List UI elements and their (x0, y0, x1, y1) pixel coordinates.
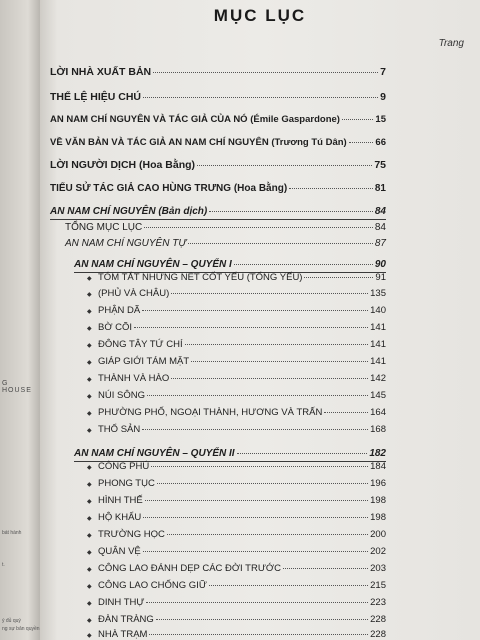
toc-entry-label: ◆ QUÂN VỆ (98, 546, 141, 557)
toc-entry-page: 145 (370, 390, 386, 401)
toc-entry-page: 66 (375, 137, 386, 148)
toc-entry-page: 228 (370, 629, 386, 640)
toc-entry-label: ◆ ĐÀN TRÀNG (98, 614, 154, 625)
toc-section-heading (74, 259, 386, 270)
dot-leader (142, 429, 368, 430)
facing-page-scrap: ý đủ quý (2, 618, 21, 624)
toc-entry (98, 424, 386, 435)
toc-entry (98, 272, 386, 283)
toc-entry-page: 84 (374, 206, 386, 217)
toc-entry-page: 164 (370, 407, 386, 418)
toc-entry (98, 563, 386, 574)
toc-entry (65, 222, 386, 233)
toc-entry-label: ◆ CÔNG LAO CHỐNG GIỮ (98, 580, 207, 591)
dot-leader (143, 97, 378, 98)
dot-leader (191, 361, 368, 362)
toc-entry-label: LỜI NHÀ XUẤT BẢN (50, 66, 152, 78)
facing-page-edge (0, 0, 40, 640)
toc-entry-label: ◆ NHÀ TRẠM (98, 629, 148, 640)
toc-entry-label: ◆ GIÁP GIỚI TÁM MẶT (98, 356, 190, 367)
dot-leader (171, 378, 368, 379)
toc-entry (50, 91, 386, 103)
toc-entry-label: ◆ TRƯỜNG HỌC (98, 529, 165, 540)
toc-entry-page: 182 (369, 448, 386, 459)
toc-entry (98, 478, 386, 489)
dot-leader (143, 551, 368, 552)
toc-entry-page: 7 (380, 66, 386, 78)
toc-entry-page: 200 (370, 529, 386, 540)
toc-entry-page: 196 (370, 478, 386, 489)
dot-leader (171, 293, 368, 294)
toc-entry-page: 91 (375, 272, 386, 283)
dot-leader (289, 188, 373, 189)
toc-entry-page: 202 (370, 546, 386, 557)
dot-leader (185, 344, 368, 345)
toc-entry-label: ◆ DINH THỰ (98, 597, 145, 608)
toc-entry-label: TỔNG MỤC LỤC (65, 222, 143, 233)
toc-entry-page: 84 (374, 222, 386, 233)
dot-leader (147, 395, 368, 396)
page-column-label: Trang (438, 38, 464, 49)
toc-section-heading (74, 448, 386, 459)
toc-entry-page: 135 (370, 288, 386, 299)
toc-entry (98, 356, 386, 367)
toc-entry (98, 461, 386, 472)
dot-leader (149, 634, 368, 635)
toc-entry-page: 168 (370, 424, 386, 435)
toc-entry (98, 614, 386, 625)
toc-entry (50, 114, 386, 125)
dot-leader (209, 211, 373, 212)
toc-entry-label: ◆ HỘ KHẨU (98, 512, 142, 523)
toc-entry (50, 137, 386, 148)
toc-entry-page: 223 (370, 597, 386, 608)
dot-leader (209, 585, 368, 586)
toc-entry-label: AN NAM CHÍ NGUYÊN VÀ TÁC GIẢ CỦA NÓ (Émile Gaspardone) (50, 114, 340, 125)
toc-entry-label: ◆ BỜ CÕI (98, 322, 133, 333)
toc-entry-page: 215 (370, 580, 386, 591)
toc-entry-label: ◆ CÔNG PHÚ (98, 461, 150, 472)
dot-leader (145, 500, 368, 501)
toc-entry-label: ◆ PHƯỜNG PHỐ, NGOẠI THÀNH, HƯƠNG VÀ TRẤN (98, 407, 323, 418)
toc-entry-label: ◆ ĐÔNG TÂY TỨ CHÍ (98, 339, 183, 350)
dot-leader (134, 327, 368, 328)
toc-entry-page: 140 (370, 305, 386, 316)
section-rule (50, 219, 386, 220)
toc-entry-page: 9 (380, 91, 386, 103)
toc-entry-label: ◆ THỔ SẢN (98, 424, 141, 435)
toc-entry (98, 512, 386, 523)
toc-entry-label: ◆ CÔNG LAO ĐÁNH DẸP CÁC ĐỜI TRƯỚC (98, 563, 281, 574)
facing-page-scrap: bát hành (2, 530, 22, 536)
toc-entry-label: ◆ THÀNH VÀ HÀO (98, 373, 170, 384)
toc-entry-page: 198 (370, 512, 386, 523)
dot-leader (324, 412, 368, 413)
toc-entry-page: 141 (370, 339, 386, 350)
facing-page-scrap: t. (2, 562, 5, 568)
toc-entry (98, 495, 386, 506)
toc-entry-label: AN NAM CHÍ NGUYÊN TỰ (65, 238, 187, 249)
toc-entry-label: LỜI NGƯỜI DỊCH (Hoa Bằng) (50, 159, 196, 171)
dot-leader (151, 466, 368, 467)
toc-entry-page: 75 (374, 159, 386, 171)
dot-leader (188, 243, 373, 244)
dot-leader (144, 227, 373, 228)
toc-entry-label: ◆ TÓM TẮT NHỮNG NÉT CỐT YẾU (TỔNG YẾU) (98, 272, 303, 283)
toc-entry-label: THỂ LỆ HIỆU CHÚ (50, 91, 142, 103)
dot-leader (146, 602, 368, 603)
toc-entry (98, 390, 386, 401)
toc-entry-page: 141 (370, 356, 386, 367)
dot-leader (237, 453, 368, 454)
toc-entry-page: 87 (374, 238, 386, 249)
toc-entry-page: 203 (370, 563, 386, 574)
toc-entry-label: AN NAM CHÍ NGUYÊN – QUYỂN II (74, 448, 235, 459)
toc-entry (98, 597, 386, 608)
toc-entry (98, 339, 386, 350)
toc-entry (98, 407, 386, 418)
toc-entry (98, 580, 386, 591)
toc-entry-page: 184 (370, 461, 386, 472)
toc-entry (50, 159, 386, 171)
toc-entry-label: TIỂU SỬ TÁC GIẢ CAO HÙNG TRƯNG (Hoa Bằng) (50, 183, 288, 194)
toc-entry (98, 305, 386, 316)
toc-entry-label: AN NAM CHÍ NGUYÊN – QUYỂN I (74, 259, 232, 270)
dot-leader (142, 310, 368, 311)
toc-entry-page: 15 (375, 114, 386, 125)
toc-entry (98, 529, 386, 540)
page-title: MỤC LỤC (213, 6, 307, 25)
dot-leader (283, 568, 368, 569)
toc-entry-page: 90 (374, 259, 386, 270)
toc-entry-page: 198 (370, 495, 386, 506)
toc-entry (50, 183, 386, 194)
toc-entry (65, 238, 386, 249)
toc-entry-page: 81 (374, 183, 386, 194)
toc-page (40, 0, 480, 640)
toc-entry-label: ◆ PHẬN DÃ (98, 305, 141, 316)
toc-entry (98, 546, 386, 557)
toc-entry-label: ◆ (PHỦ VÀ CHÂU) (98, 288, 170, 299)
toc-entry-page: 142 (370, 373, 386, 384)
toc-entry (98, 288, 386, 299)
dot-leader (234, 264, 373, 265)
facing-page-scrap: ng sự bản quyền (2, 626, 40, 632)
dot-leader (342, 119, 373, 120)
toc-entry (98, 322, 386, 333)
toc-section-heading (50, 206, 386, 217)
dot-leader (153, 72, 378, 73)
toc-entry-label: ◆ NÚI SÔNG (98, 390, 145, 401)
dot-leader (157, 483, 368, 484)
dot-leader (143, 517, 368, 518)
dot-leader (197, 165, 372, 166)
dot-leader (349, 142, 374, 143)
toc-entry-label: AN NAM CHÍ NGUYÊN (Bản dịch) (50, 206, 208, 217)
dot-leader (304, 277, 373, 278)
facing-page-publisher-text: G HOUSE (2, 380, 32, 394)
toc-entry (50, 66, 386, 78)
toc-entry-label: ◆ HÌNH THẾ (98, 495, 143, 506)
toc-entry-label: ◆ PHONG TỤC (98, 478, 155, 489)
dot-leader (156, 619, 368, 620)
toc-entry-label: VỀ VĂN BẢN VÀ TÁC GIẢ AN NAM CHÍ NGUYÊN (Trương Tú Dân) (50, 137, 347, 148)
toc-entry-page: 141 (370, 322, 386, 333)
toc-entry (98, 629, 386, 640)
toc-entry (98, 373, 386, 384)
dot-leader (167, 534, 368, 535)
toc-entry-page: 228 (370, 614, 386, 625)
